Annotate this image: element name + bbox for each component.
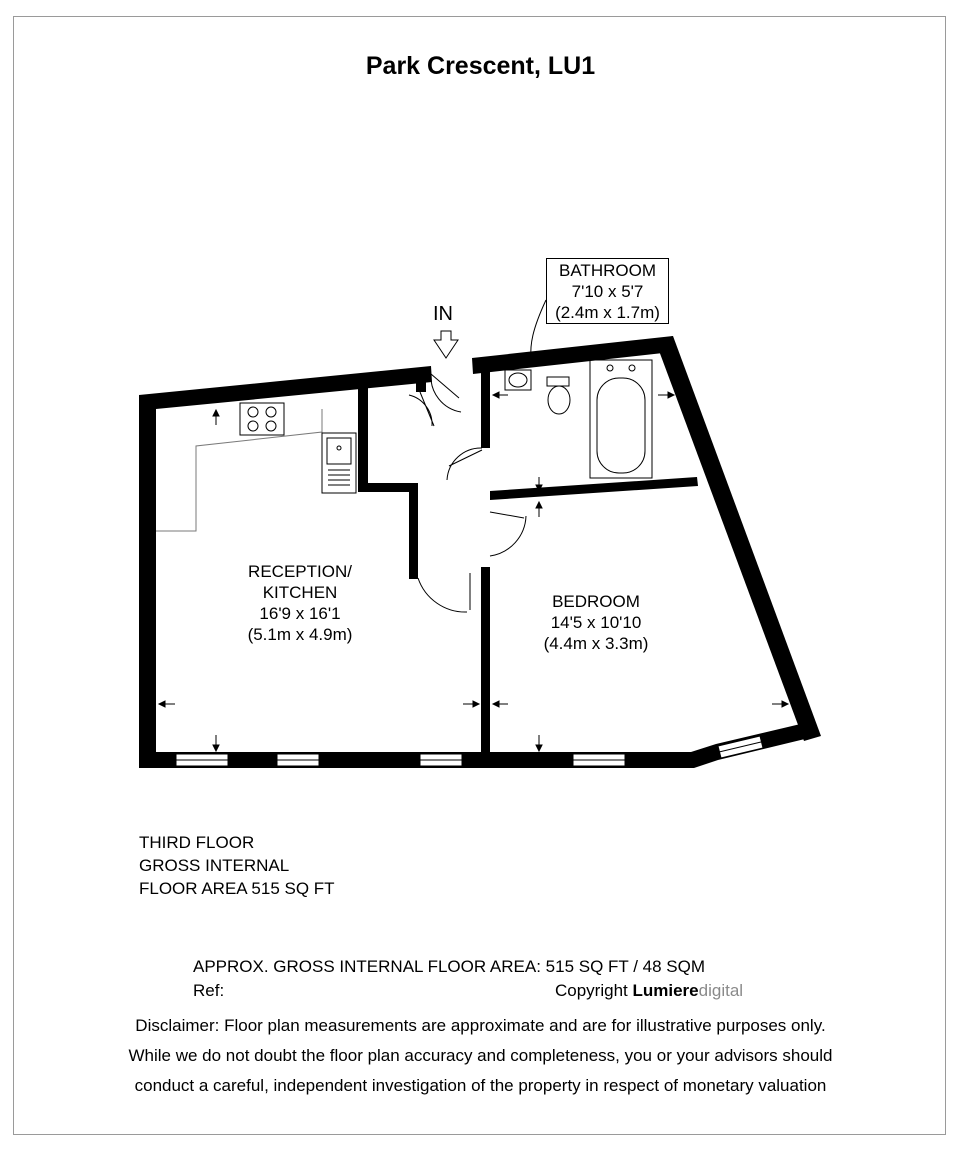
entrance-label: IN xyxy=(433,303,453,325)
room-label-bathroom xyxy=(546,258,669,324)
room-name: RECEPTION/ xyxy=(248,562,352,581)
room-label-bedroom xyxy=(516,591,676,654)
disclaimer-line: Disclaimer: Floor plan measurements are approximate and are for illustrative purposes only. xyxy=(135,1016,826,1035)
room-label-reception-kitchen xyxy=(220,561,380,645)
wall-hall-right-lower xyxy=(481,567,490,757)
disclaimer-line: conduct a careful, independent investigation of the property in respect of monetary valuation xyxy=(134,1076,827,1095)
toilet xyxy=(547,377,570,414)
floor-info xyxy=(139,831,335,900)
floor-info-line: GROSS INTERNAL xyxy=(139,856,290,875)
room-dimensions-metric: (4.4m x 3.3m) xyxy=(543,634,649,653)
room-dimensions-imperial: 14'5 x 10'10 xyxy=(550,613,642,632)
bathtub xyxy=(590,360,652,478)
wall-cupboard-right xyxy=(416,378,426,392)
wall-left xyxy=(139,395,156,768)
wall-bath-bottom xyxy=(490,477,698,500)
wall-cupboard-left xyxy=(358,385,368,492)
copyright xyxy=(555,981,743,1001)
wall-hall-right-upper xyxy=(481,366,490,448)
interior-walls xyxy=(358,366,698,757)
kitchen-worktop xyxy=(156,409,322,531)
outer-walls xyxy=(139,336,821,768)
floor-info-line: THIRD FLOOR xyxy=(139,833,255,852)
room-name: BEDROOM xyxy=(552,592,640,611)
cupboard-door xyxy=(409,392,434,426)
floor-info-line: FLOOR AREA 515 SQ FT xyxy=(139,879,335,898)
brand-bold: Lumiere xyxy=(632,981,699,1000)
room-dimensions-imperial: 16'9 x 16'1 xyxy=(259,604,341,623)
hob xyxy=(240,403,284,435)
kitchen-sink xyxy=(322,433,356,493)
disclaimer-line: While we do not doubt the floor plan accuracy and completeness, you or your advisors should xyxy=(128,1046,833,1065)
room-dimensions-metric: (2.4m x 1.7m) xyxy=(555,303,660,322)
entrance-arrow-icon xyxy=(434,331,458,358)
reception-door xyxy=(418,573,470,612)
wall-bottom xyxy=(139,722,809,768)
basin xyxy=(505,370,531,390)
ref-text: Ref: xyxy=(193,981,225,1000)
disclaimer xyxy=(0,1011,961,1101)
room-dimensions-metric: (5.1m x 4.9m) xyxy=(247,625,353,644)
brand-light: digital xyxy=(698,981,744,1000)
wall-hall-left xyxy=(409,483,418,579)
wall-top-right xyxy=(472,336,673,374)
bathroom-door xyxy=(447,448,482,480)
room-dimensions-imperial: 7'10 x 5'7 xyxy=(571,282,644,301)
copyright-prefix: Copyright xyxy=(555,981,628,1000)
wall-right xyxy=(655,336,821,741)
page-title: Park Crescent, LU1 xyxy=(365,52,596,80)
room-name: KITCHEN xyxy=(262,583,338,602)
bedroom-door xyxy=(490,512,526,556)
wall-top-left xyxy=(139,366,432,409)
entrance-door xyxy=(431,374,461,412)
gross-area-text: APPROX. GROSS INTERNAL FLOOR AREA: 515 SQ FT / 48 SQM xyxy=(193,957,706,976)
bathroom-leader-line xyxy=(531,300,546,358)
room-name: BATHROOM xyxy=(559,261,656,280)
